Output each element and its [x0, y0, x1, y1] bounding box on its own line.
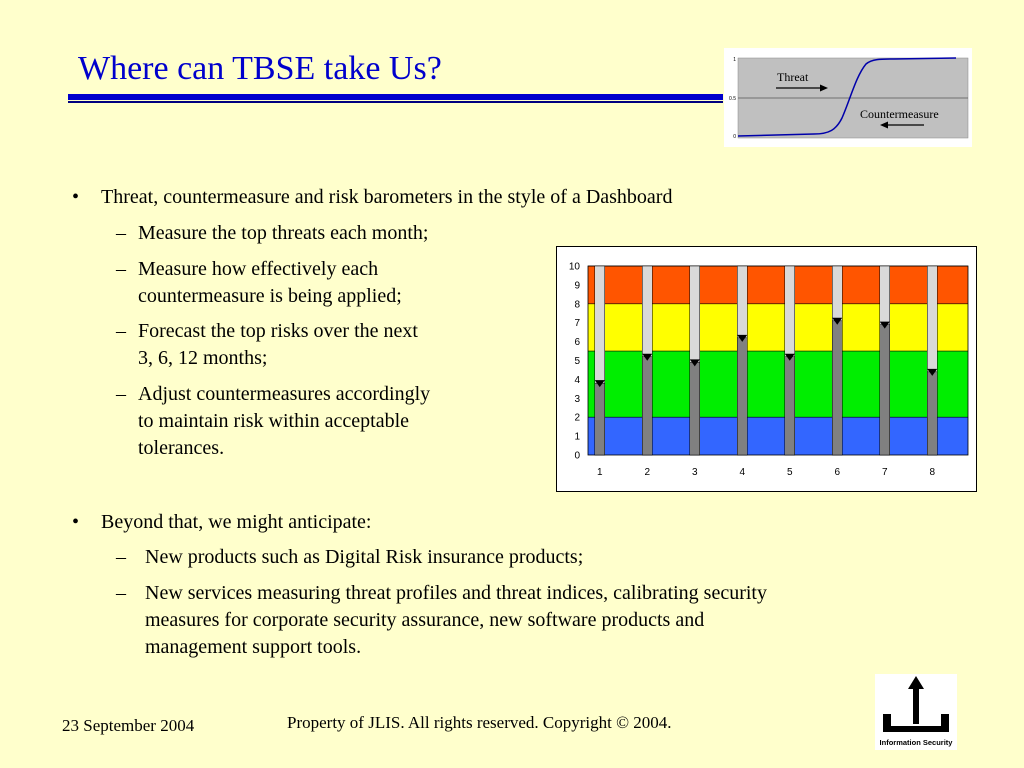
gauge-bar-7 — [880, 325, 890, 455]
y-tick-7: 7 — [574, 318, 580, 330]
y-tick-1: 1 — [574, 431, 580, 443]
y-tick-10: 10 — [568, 261, 580, 273]
sub-bullet-countermeasure-effectiveness: Measure how effectively each countermeasure is being applied; — [138, 258, 402, 307]
dash-3: – — [116, 320, 126, 342]
sub-bullet-new-services: New services measuring threat profiles and threat indices, calibrating security measures for corporate security assurance, new software products and management support tools. — [145, 582, 767, 658]
gauge-bar-3 — [690, 362, 700, 455]
y-tick-0: 0 — [574, 450, 580, 462]
x-tick-8: 8 — [929, 467, 936, 478]
curve-label-threat: Threat — [777, 70, 809, 84]
bullet-mark-1: • — [72, 186, 80, 208]
risk-dashboard-chart — [556, 246, 977, 492]
bullet-mark-2: • — [72, 511, 80, 533]
bullet-2-text: Beyond that, we might anticipate: — [101, 511, 372, 533]
sub-bullet-forecast-risks: Forecast the top risks over the next 3, 6, 12 months; — [138, 320, 418, 369]
gauge-bar-1 — [595, 383, 605, 455]
dash-1: – — [116, 222, 126, 244]
y-tick-6: 6 — [574, 337, 580, 349]
risk-dashboard-svg — [557, 247, 976, 491]
x-tick-2: 2 — [644, 467, 651, 478]
x-tick-4: 4 — [739, 467, 746, 478]
x-tick-1: 1 — [596, 467, 603, 478]
y-tick-5: 5 — [574, 356, 580, 367]
dash-6: – — [116, 582, 126, 604]
gauge-bar-6 — [832, 321, 842, 455]
title-underline — [68, 94, 723, 100]
dash-2: – — [116, 258, 126, 280]
y-tick-8: 8 — [574, 299, 580, 311]
up-arrow-icon — [908, 676, 924, 724]
slide-title: Where can TBSE take Us? — [78, 50, 442, 87]
sub-bullet-measure-threats: Measure the top threats each month; — [138, 222, 429, 244]
y-tick-2: 2 — [574, 412, 580, 424]
x-tick-6: 6 — [834, 467, 841, 478]
sub-bullet-new-products: New products such as Digital Risk insurance products; — [145, 546, 584, 568]
logo-text: Information Security — [879, 738, 953, 747]
gauge-bar-4 — [737, 338, 747, 455]
dash-5: – — [116, 546, 126, 568]
gauge-bar-2 — [642, 357, 652, 455]
gauge-bar-5 — [785, 357, 795, 455]
x-tick-7: 7 — [881, 467, 888, 478]
bullet-1-text: Threat, countermeasure and risk barometers in the style of a Dashboard — [101, 186, 673, 208]
sub-bullet-adjust-countermeasures: Adjust countermeasures accordingly to maintain risk within acceptable tolerances. — [138, 383, 431, 459]
gauge-bar-8 — [927, 372, 937, 455]
curve-tick-0: 0 — [733, 134, 736, 140]
threat-countermeasure-curve — [724, 48, 972, 147]
curve-tick-05: 0.5 — [729, 96, 736, 102]
y-tick-3: 3 — [574, 393, 580, 405]
x-tick-5: 5 — [786, 467, 793, 478]
x-tick-3: 3 — [691, 467, 698, 478]
dash-4: – — [116, 383, 126, 405]
title-underline-thin — [68, 101, 723, 103]
curve-label-countermeasure: Countermeasure — [860, 107, 939, 121]
footer-copyright: Property of JLIS. All rights reserved. Copyright © 2004. — [287, 713, 672, 732]
curve-tick-1: 1 — [733, 57, 736, 63]
y-tick-4: 4 — [574, 374, 580, 386]
information-security-logo — [875, 674, 957, 750]
footer-date: 23 September 2004 — [62, 716, 195, 735]
y-tick-9: 9 — [574, 280, 580, 292]
